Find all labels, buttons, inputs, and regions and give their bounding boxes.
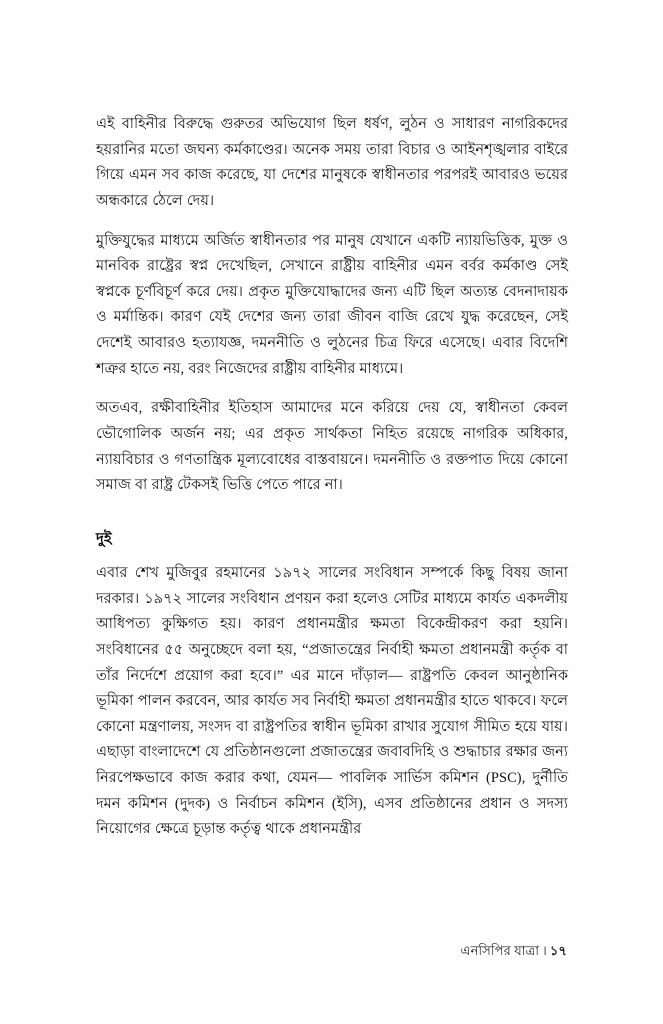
paragraph: এবার শেখ মুজিবুর রহমানের ১৯৭২ সালের সংবিধান সম্পর্কে কিছু বিষয় জানা দরকার। ১৯৭২ সালের সংবিধান প্রণয়ন করা হলেও সেটির মাধ্যমে কার্যত একদলীয় আধিপত্য কুক্ষিগত হয়। কারণ প্রধানমন্ত্রীর ক্ষমতা বিকেন্দ্রীকরণ করা হয়নি। সংবিধানের ৫৫ অনুচ্ছেদে বলা হয়, “প্রজাতন্ত্রের নির্বাহী ক্ষমতা প্রধানমন্ত্রী কর্তৃক বা তাঁর নির্দেশে প্রয়োগ করা হবে।” এর মানে দাঁড়াল— রাষ্ট্রপতি কেবল আনুষ্ঠানিক ভূমিকা পালন করবেন, আর কার্যত সব নির্বাহী ক্ষমতা প্রধানমন্ত্রীর হাতে থাকবে। ফলে কোনো মন্ত্রণালয়, সংসদ বা রাষ্ট্রপতির স্বাধীন ভূমিকা রাখার সুযোগ সীমিত হয়ে যায়। এছাড়া বাংলাদেশে যে প্রতিষ্ঠানগুলো প্রজাতন্ত্রের জবাবদিহি ও শুদ্ধাচার রক্ষার জন্য নিরপেক্ষভাবে কাজ করার কথা, যেমন— পাবলিক সার্ভিস কমিশন (PSC), দুর্নীতি দমন কমিশন (দুদক) ও নির্বাচন কমিশন (ইসি), এসব প্রতিষ্ঠানের প্রধান ও সদস্য নিয়োগের ক্ষেত্রে চূড়ান্ত কর্তৃত্ব থাকে প্রধানমন্ত্রীর (96, 564, 568, 838)
paragraph: মুক্তিযুদ্ধের মাধ্যমে অর্জিত স্বাধীনতার পর মানুষ যেখানে একটি ন্যায়ভিত্তিক, মুক্ত ও মানবিক রাষ্ট্রের স্বপ্ন দেখেছিল, সেখানে রাষ্ট্রীয় বাহিনীর এমন বর্বর কর্মকাণ্ড সেই স্বপ্নকে চূর্ণবিচূর্ণ করে দেয়। প্রকৃত মুক্তিযোদ্ধাদের জন্য এটি ছিল অত্যন্ত বেদনাদায়ক ও মর্মান্তিক। কারণ যেই দেশের জন্য তারা জীবন বাজি রেখে যুদ্ধ করেছেন, সেই দেশেই আবারও হত্যাযজ্ঞ, দমননীতি ও লুঠনের চিত্র ফিরে এসেছে। এবার বিদেশি শত্রুর হাতে নয়, বরং নিজেদের রাষ্ট্রীয় বাহিনীর মাধ্যমে। (96, 232, 568, 377)
page-content (96, 112, 568, 843)
section-heading: দুই (96, 530, 112, 547)
paragraph: এই বাহিনীর বিরুদ্ধে গুরুতর অভিযোগ ছিল ধর্ষণ, লুঠন ও সাধারণ নাগরিকদের হয়রানির মতো জঘন্য কর্মকাণ্ডের। অনেক সময় তারা বিচার ও আইনশৃঙ্খলার বাইরে গিয়ে এমন সব কাজ করেছে, যা দেশের মানুষকে স্বাধীনতার পরপরই আবারও ভয়ের অন্ধকারে ঠেলে দেয়। (96, 116, 568, 209)
footer-separator: । (542, 943, 547, 958)
page-footer (96, 941, 567, 961)
footer-book-title: এনসিপির যাত্রা (460, 943, 540, 958)
paragraph: অতএব, রক্ষীবাহিনীর ইতিহাস আমাদের মনে করিয়ে দেয় যে, স্বাধীনতা কেবল ভৌগোলিক অর্জন নয়; এর প্রকৃত সার্থকতা নিহিত রয়েছে নাগরিক অধিকার, ন্যায়বিচার ও গণতান্ত্রিক মূল্যবোধের বাস্তবায়নে। দমননীতি ও রক্তপাত দিয়ে কোনো সমাজ বা রাষ্ট্র টেকসই ভিত্তি পেতে পারে না। (96, 400, 568, 494)
footer-page-number: ১৭ (549, 943, 567, 958)
